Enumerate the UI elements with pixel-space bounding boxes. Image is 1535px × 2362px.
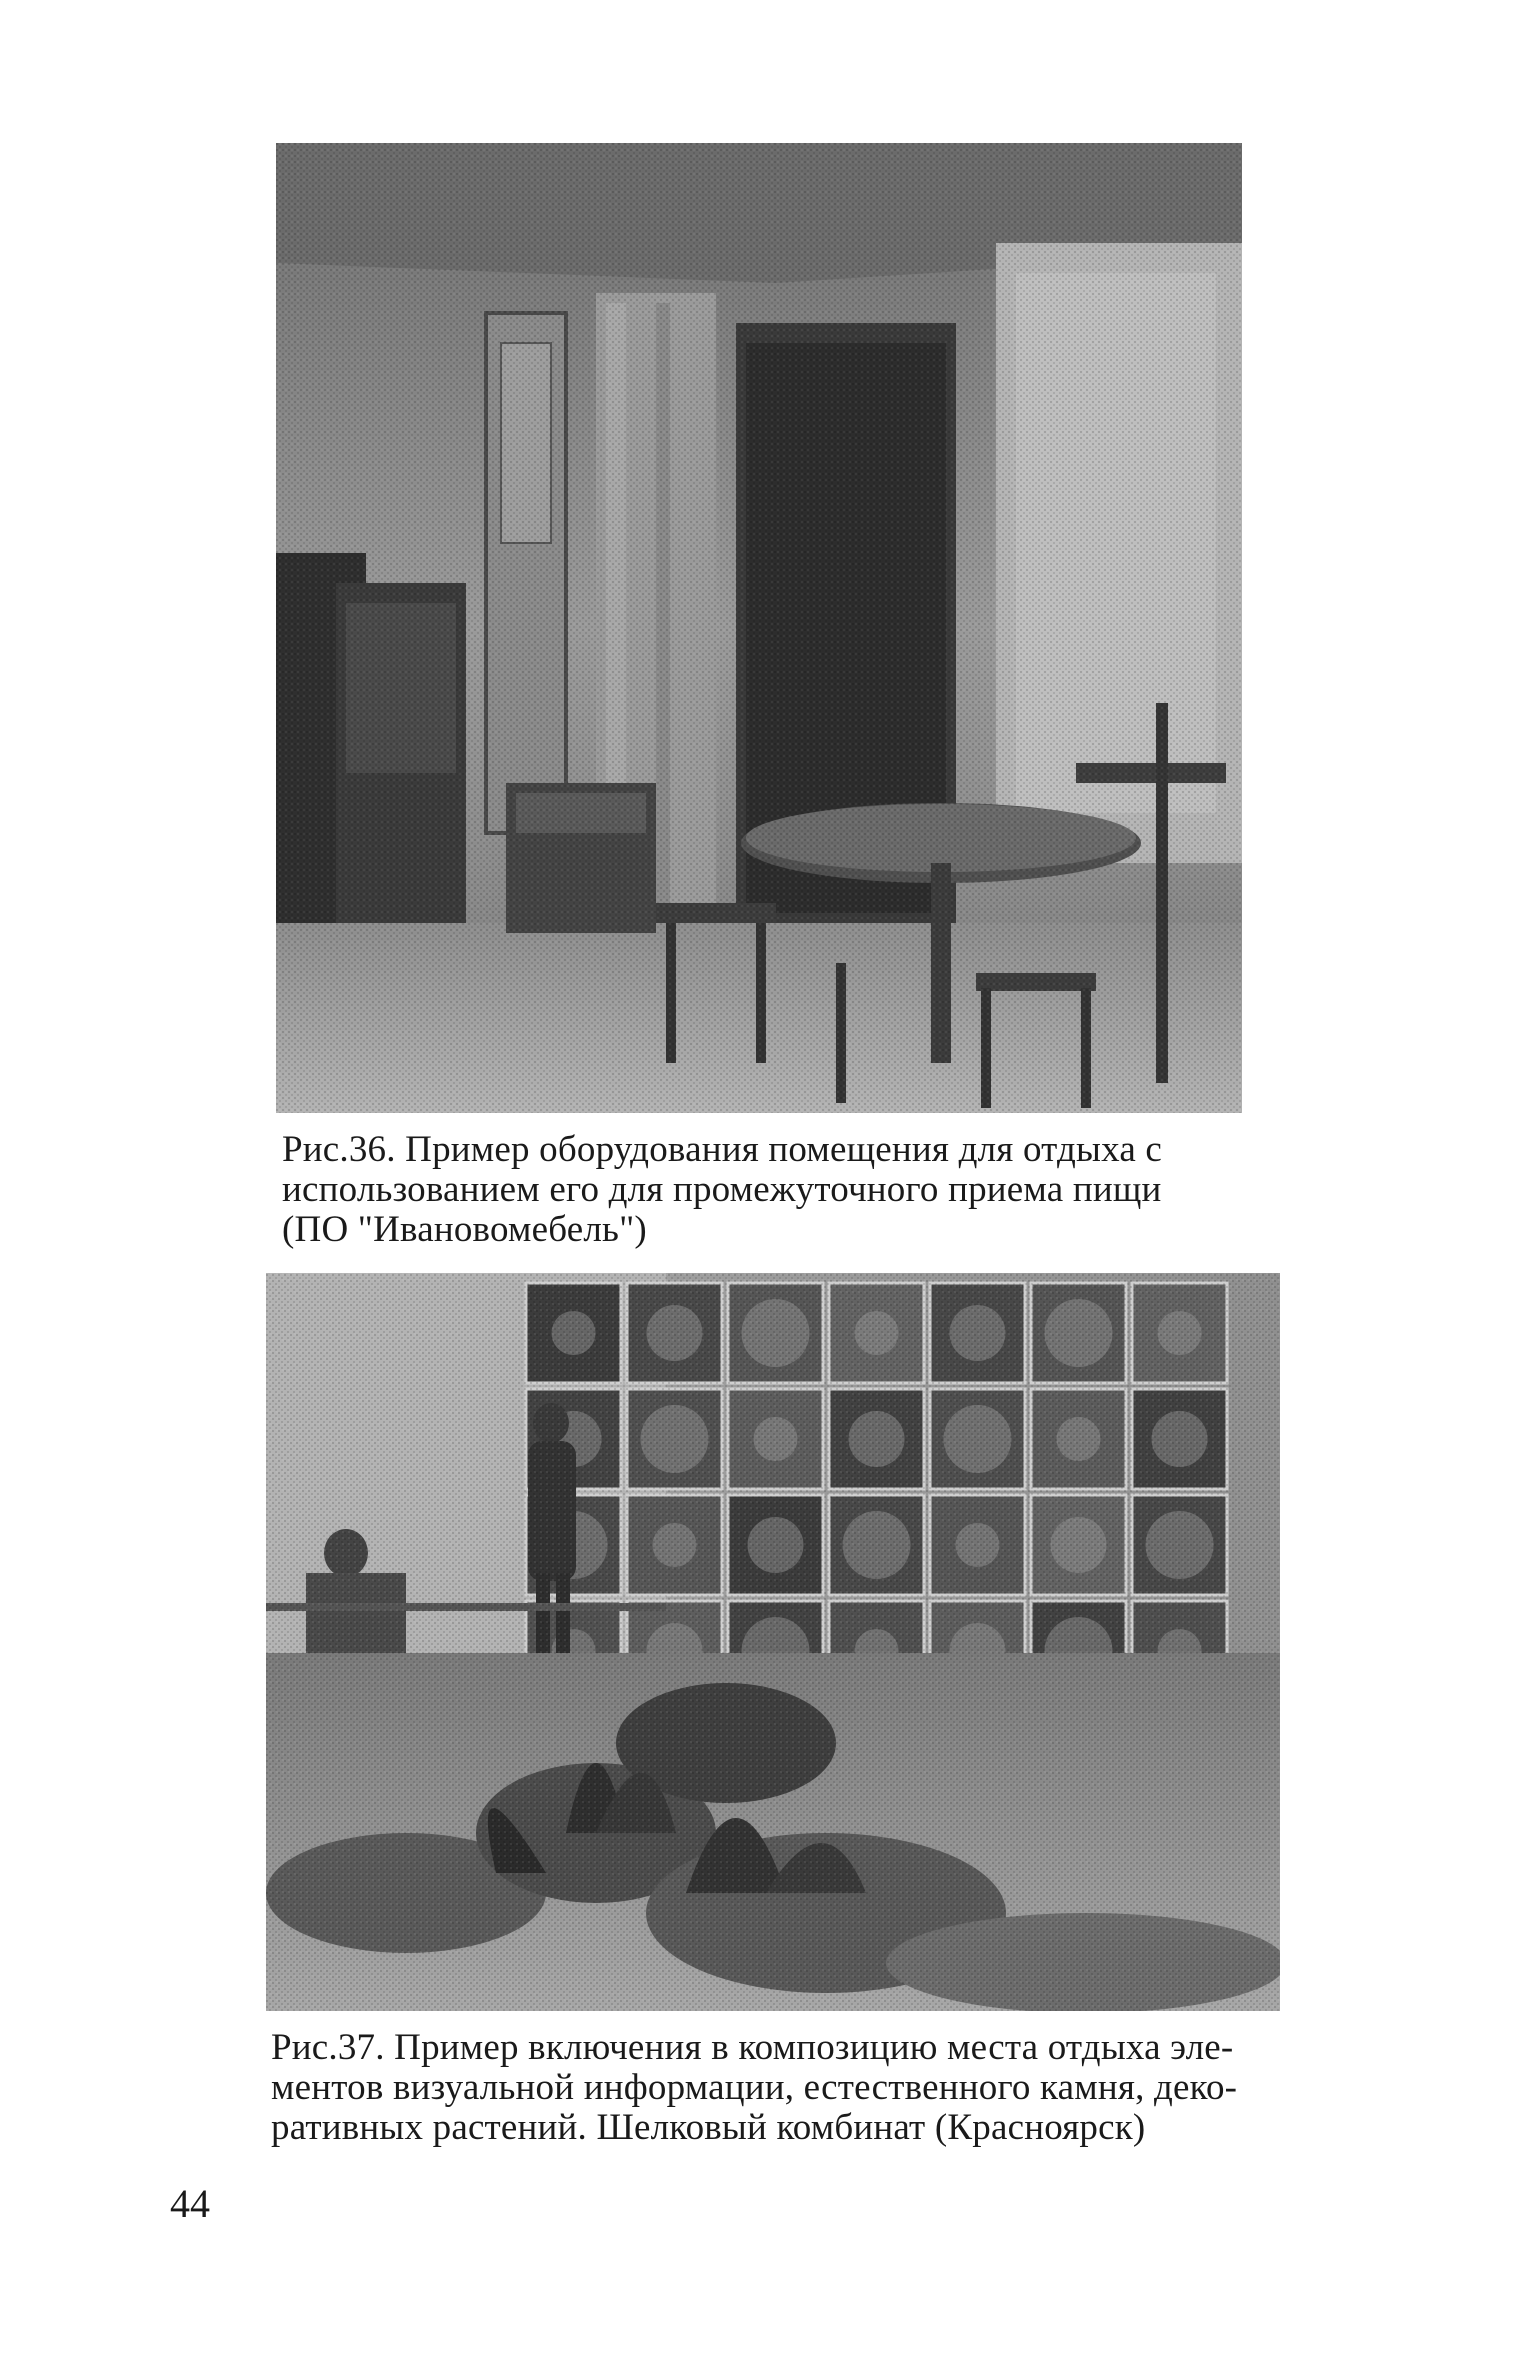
figure-36-caption-line-1: Рис.36. Пример оборудования помещения для отдыха с xyxy=(282,1129,1163,1170)
figure-36-caption-line-2: использованием его для промежуточного приема пищи xyxy=(282,1169,1162,1210)
figure-37-photo xyxy=(266,1273,1280,2011)
figure-36-caption-line-3: (ПО "Ивановомебель") xyxy=(282,1209,647,1250)
page-number: 44 xyxy=(170,2181,210,2226)
figure-36-image xyxy=(276,143,1242,1113)
figure-37-caption-line-1: Рис.37. Пример включения в композицию места отдыха эле- xyxy=(271,2027,1234,2068)
figure-37-image xyxy=(266,1273,1280,2011)
figure-37-caption-line-2: ментов визуальной информации, естественного камня, деко- xyxy=(271,2067,1238,2108)
figure-36-photo xyxy=(276,143,1242,1113)
figure-37-caption xyxy=(271,2028,1279,2148)
figure-37-caption-line-3: ративных растений. Шелковый комбинат (Красноярск) xyxy=(271,2107,1146,2148)
figure-36-caption xyxy=(282,1130,1242,1250)
